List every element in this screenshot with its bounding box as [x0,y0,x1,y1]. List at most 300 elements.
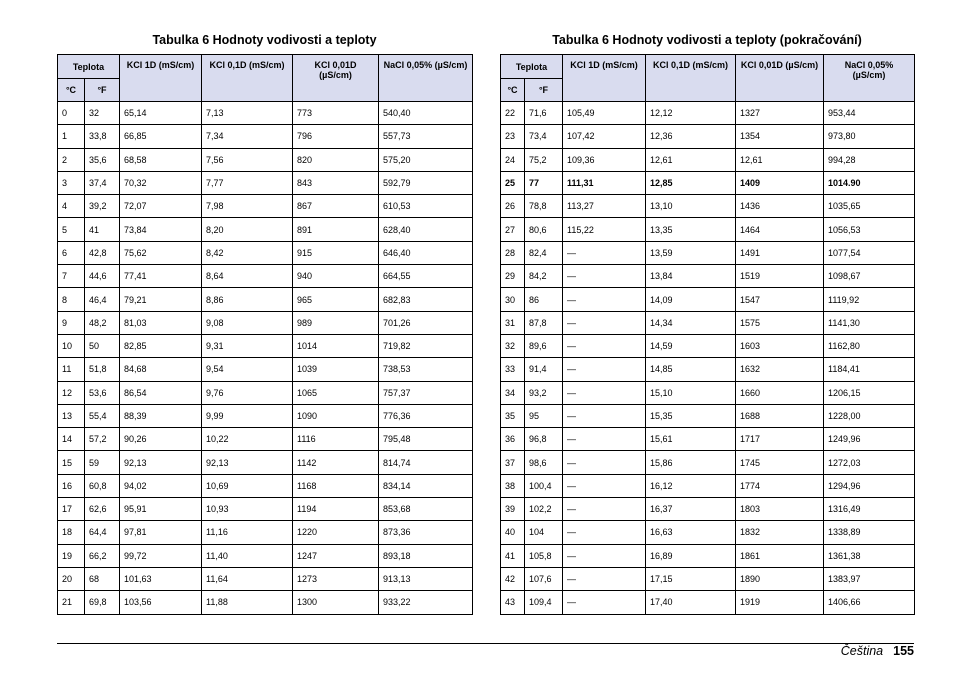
table-cell: 62,6 [85,498,120,521]
table-cell: 796 [293,125,379,148]
table-cell: 28 [501,241,525,264]
table-cell: 68 [85,567,120,590]
table-cell: 50 [85,334,120,357]
table-cell: 1327 [736,102,824,125]
table-cell: 10,69 [202,474,293,497]
table-row [58,148,473,171]
table-cell: 646,40 [379,241,473,264]
table-cell: 105,49 [563,102,646,125]
table-row [501,195,915,218]
table-cell: 1464 [736,218,824,241]
table-cell: 834,14 [379,474,473,497]
table-cell: 1039 [293,358,379,381]
table-cell: 15,10 [646,381,736,404]
table-cell: 1338,89 [824,521,915,544]
table-cell: 97,81 [120,521,202,544]
table-row [501,241,915,264]
left-table-body [58,102,473,615]
table-cell: 59 [85,451,120,474]
table-cell: 48,2 [85,311,120,334]
table-row [58,544,473,567]
table-cell: 11 [58,358,85,381]
table-cell: 913,13 [379,567,473,590]
table-cell: 1547 [736,288,824,311]
table-cell: 1142 [293,451,379,474]
table-cell: 8,20 [202,218,293,241]
table-cell: 19 [58,544,85,567]
table-cell: 7 [58,265,85,288]
table-cell: — [563,404,646,427]
table-cell: 893,18 [379,544,473,567]
table-cell: 71,6 [525,102,563,125]
table-cell: 24 [501,148,525,171]
table-cell: 15,35 [646,404,736,427]
table-cell: 1861 [736,544,824,567]
table-cell: 1220 [293,521,379,544]
table-cell: 953,44 [824,102,915,125]
table-cell: — [563,311,646,334]
table-cell: 10 [58,334,85,357]
table-cell: 77,41 [120,265,202,288]
table-cell: 1300 [293,591,379,614]
table-cell: — [563,358,646,381]
table-cell: 6 [58,241,85,264]
table-cell: 12,12 [646,102,736,125]
table-cell: 86,54 [120,381,202,404]
table-row [58,241,473,264]
table-cell: 89,6 [525,334,563,357]
table-row [501,358,915,381]
table-cell: 7,34 [202,125,293,148]
table-cell: 17 [58,498,85,521]
table-cell: 1919 [736,591,824,614]
left-table-section [57,32,472,615]
table-cell: — [563,381,646,404]
table-cell: 25 [501,171,525,194]
table-cell: 9,99 [202,404,293,427]
table-cell: 12,85 [646,171,736,194]
page-footer [841,644,914,658]
table-cell: 989 [293,311,379,334]
table-cell: 14,59 [646,334,736,357]
table-cell: 9,54 [202,358,293,381]
table-cell: 39 [501,498,525,521]
table-cell: 557,73 [379,125,473,148]
table-cell: 10,22 [202,428,293,451]
table-cell: 81,03 [120,311,202,334]
table-cell: 719,82 [379,334,473,357]
table-cell: 1361,38 [824,544,915,567]
table-cell: 1247 [293,544,379,567]
table-cell: 1168 [293,474,379,497]
table-row [501,334,915,357]
table-cell: 107,6 [525,567,563,590]
table-cell: 1162,80 [824,334,915,357]
table-cell: 11,64 [202,567,293,590]
table-cell: 1890 [736,567,824,590]
table-cell: 73,84 [120,218,202,241]
table-cell: 1717 [736,428,824,451]
table-cell: 66,85 [120,125,202,148]
table-row [58,334,473,357]
table-row [501,311,915,334]
table-row [501,567,915,590]
table-row [58,567,473,590]
table-row [58,288,473,311]
table-cell: 664,55 [379,265,473,288]
table-cell: 72,07 [120,195,202,218]
table-cell: 29 [501,265,525,288]
table-cell: 14,34 [646,311,736,334]
table-cell: 853,68 [379,498,473,521]
table-cell: 22 [501,102,525,125]
table-cell: 12 [58,381,85,404]
table-cell: — [563,567,646,590]
table-cell: 1688 [736,404,824,427]
table-cell: 1294,96 [824,474,915,497]
table-cell: 9,31 [202,334,293,357]
table-cell: 11,88 [202,591,293,614]
table-cell: 70,32 [120,171,202,194]
table-cell: 7,56 [202,148,293,171]
table-cell: 7,77 [202,171,293,194]
table-row [501,521,915,544]
table-cell: — [563,591,646,614]
table-cell: 1660 [736,381,824,404]
table-cell: — [563,544,646,567]
table-cell: — [563,428,646,451]
table-cell: 75,62 [120,241,202,264]
table-cell: 42 [501,567,525,590]
header-celsius: °C [58,79,85,102]
table-cell: 16,12 [646,474,736,497]
table-cell: 11,40 [202,544,293,567]
right-table-section [500,32,914,615]
table-cell: 7,13 [202,102,293,125]
table-cell: 103,56 [120,591,202,614]
right-table-body [501,102,915,615]
table-row [58,381,473,404]
table-cell: 32 [501,334,525,357]
header-kcl-0-1d: KCl 0,1D (mS/cm) [646,55,736,102]
table-cell: 682,83 [379,288,473,311]
table-cell: 33 [501,358,525,381]
table-cell: 14 [58,428,85,451]
table-cell: 2 [58,148,85,171]
table-cell: 111,31 [563,171,646,194]
table-cell: 17,40 [646,591,736,614]
table-cell: 9 [58,311,85,334]
right-conductivity-table [500,54,915,615]
table-cell: 35,6 [85,148,120,171]
table-cell: 1014.90 [824,171,915,194]
table-cell: 628,40 [379,218,473,241]
header-teplota: Teplota [501,55,563,79]
table-cell: 104 [525,521,563,544]
table-cell: 55,4 [85,404,120,427]
table-cell: 14,09 [646,288,736,311]
table-cell: 73,4 [525,125,563,148]
table-cell: 82,85 [120,334,202,357]
table-cell: 13,84 [646,265,736,288]
table-cell: 99,72 [120,544,202,567]
table-cell: 94,02 [120,474,202,497]
table-cell: 75,2 [525,148,563,171]
table-row [58,404,473,427]
table-cell: 17,15 [646,567,736,590]
table-cell: 21 [58,591,85,614]
table-row [58,195,473,218]
table-cell: 1632 [736,358,824,381]
table-row [58,218,473,241]
header-kcl-0-1d: KCl 0,1D (mS/cm) [202,55,293,102]
table-cell: 1141,30 [824,311,915,334]
table-row [501,404,915,427]
table-cell: 1491 [736,241,824,264]
page-number: 155 [893,644,914,658]
table-row [501,498,915,521]
table-cell: 90,26 [120,428,202,451]
table-cell: 1035,65 [824,195,915,218]
table-cell: 79,21 [120,288,202,311]
table-cell: 1383,97 [824,567,915,590]
table-cell: 68,58 [120,148,202,171]
table-cell: 1406,66 [824,591,915,614]
table-cell: 84,2 [525,265,563,288]
table-cell: 8,86 [202,288,293,311]
left-conductivity-table [57,54,473,615]
table-cell: 20 [58,567,85,590]
table-cell: — [563,474,646,497]
table-row [501,428,915,451]
header-nacl: NaCl 0,05% (µS/cm) [824,55,915,102]
table-cell: 33,8 [85,125,120,148]
table-cell: — [563,521,646,544]
table-cell: 23 [501,125,525,148]
table-cell: 965 [293,288,379,311]
table-row [58,265,473,288]
table-cell: 5 [58,218,85,241]
table-cell: 1249,96 [824,428,915,451]
table-cell: 53,6 [85,381,120,404]
table-cell: 80,6 [525,218,563,241]
table-cell: 1116 [293,428,379,451]
table-cell: 757,37 [379,381,473,404]
header-nacl: NaCl 0,05% (µS/cm) [379,55,473,102]
table-cell: 1803 [736,498,824,521]
table-cell: 1603 [736,334,824,357]
table-cell: 1077,54 [824,241,915,264]
table-cell: 1206,15 [824,381,915,404]
table-cell: 82,4 [525,241,563,264]
table-row [58,451,473,474]
table-cell: 65,14 [120,102,202,125]
table-cell: 1194 [293,498,379,521]
table-cell: 93,2 [525,381,563,404]
header-teplota: Teplota [58,55,120,79]
table-cell: 1065 [293,381,379,404]
table-cell: 88,39 [120,404,202,427]
table-cell: 776,36 [379,404,473,427]
table-cell: 873,36 [379,521,473,544]
table-cell: 38 [501,474,525,497]
table-cell: 1272,03 [824,451,915,474]
header-kcl-1d: KCl 1D (mS/cm) [120,55,202,102]
table-cell: 15,61 [646,428,736,451]
table-cell: 37 [501,451,525,474]
table-cell: 26 [501,195,525,218]
table-row [501,265,915,288]
table-cell: 77 [525,171,563,194]
table-cell: 843 [293,171,379,194]
table-cell: — [563,498,646,521]
table-row [501,381,915,404]
table-row [58,521,473,544]
table-cell: 18 [58,521,85,544]
table-row [58,125,473,148]
table-row [501,544,915,567]
table-cell: 96,8 [525,428,563,451]
table-cell: — [563,241,646,264]
table-cell: 36 [501,428,525,451]
footer-divider [57,643,914,644]
table-row [501,218,915,241]
table-cell: 78,8 [525,195,563,218]
table-row [501,591,915,614]
table-cell: 1119,92 [824,288,915,311]
table-row [501,125,915,148]
table-cell: 42,8 [85,241,120,264]
table-cell: 109,36 [563,148,646,171]
table-cell: 86 [525,288,563,311]
header-fahrenheit: °F [525,79,563,102]
table-cell: 8,42 [202,241,293,264]
table-cell: 1090 [293,404,379,427]
table-cell: 1354 [736,125,824,148]
table-cell: 814,74 [379,451,473,474]
table-cell: 102,2 [525,498,563,521]
table-cell: 867 [293,195,379,218]
table-row [501,451,915,474]
table-cell: 1 [58,125,85,148]
table-cell: — [563,288,646,311]
table-cell: 891 [293,218,379,241]
table-cell: 701,26 [379,311,473,334]
table-cell: 9,76 [202,381,293,404]
table-cell: 9,08 [202,311,293,334]
table-cell: 575,20 [379,148,473,171]
table-cell: 738,53 [379,358,473,381]
table-cell: 39,2 [85,195,120,218]
table-row [58,171,473,194]
table-cell: 592,79 [379,171,473,194]
table-cell: 11,16 [202,521,293,544]
table-row [58,474,473,497]
table-cell: 51,8 [85,358,120,381]
table-cell: 1228,00 [824,404,915,427]
table-cell: 100,4 [525,474,563,497]
right-table-caption: Tabulka 6 Hodnoty vodivosti a teploty (pokračování) [552,33,862,47]
table-cell: 16,63 [646,521,736,544]
table-cell: 60,8 [85,474,120,497]
table-cell: 46,4 [85,288,120,311]
table-cell: 8 [58,288,85,311]
table-cell: 113,27 [563,195,646,218]
table-cell: 98,6 [525,451,563,474]
table-cell: 13,10 [646,195,736,218]
table-cell: 610,53 [379,195,473,218]
table-cell: 66,2 [85,544,120,567]
table-cell: 1575 [736,311,824,334]
table-row [501,288,915,311]
table-row [58,591,473,614]
table-cell: 30 [501,288,525,311]
table-cell: 1436 [736,195,824,218]
table-cell: 69,8 [85,591,120,614]
table-row [58,358,473,381]
table-cell: 84,68 [120,358,202,381]
table-cell: 95,91 [120,498,202,521]
table-cell: 34 [501,381,525,404]
table-cell: 32 [85,102,120,125]
table-cell: 57,2 [85,428,120,451]
table-cell: 1098,67 [824,265,915,288]
table-cell: 16,37 [646,498,736,521]
header-kcl-1d: KCl 1D (mS/cm) [563,55,646,102]
table-cell: 795,48 [379,428,473,451]
table-cell: 1014 [293,334,379,357]
table-row [58,428,473,451]
table-cell: 1409 [736,171,824,194]
table-cell: 1832 [736,521,824,544]
table-cell: 14,85 [646,358,736,381]
table-cell: 10,93 [202,498,293,521]
table-row [501,171,915,194]
table-cell: 92,13 [120,451,202,474]
table-cell: 37,4 [85,171,120,194]
table-cell: 1184,41 [824,358,915,381]
table-cell: 41 [85,218,120,241]
table-cell: 15 [58,451,85,474]
table-cell: 13,59 [646,241,736,264]
table-cell: 773 [293,102,379,125]
table-cell: 31 [501,311,525,334]
table-cell: 40 [501,521,525,544]
table-cell: 12,36 [646,125,736,148]
table-cell: 940 [293,265,379,288]
table-cell: 7,98 [202,195,293,218]
table-cell: — [563,334,646,357]
table-cell: 12,61 [736,148,824,171]
table-cell: 35 [501,404,525,427]
table-cell: 1745 [736,451,824,474]
footer-language: Čeština [840,644,884,658]
table-cell: 41 [501,544,525,567]
table-cell: 107,42 [563,125,646,148]
table-row [58,311,473,334]
table-cell: 87,8 [525,311,563,334]
table-cell: 91,4 [525,358,563,381]
table-cell: 16,89 [646,544,736,567]
table-cell: 1056,53 [824,218,915,241]
table-cell: 994,28 [824,148,915,171]
table-cell: 933,22 [379,591,473,614]
header-kcl-0-01d: KCl 0,01D (µS/cm) [293,55,379,102]
table-cell: 12,61 [646,148,736,171]
table-cell: 16 [58,474,85,497]
table-cell: 1519 [736,265,824,288]
table-cell: 64,4 [85,521,120,544]
